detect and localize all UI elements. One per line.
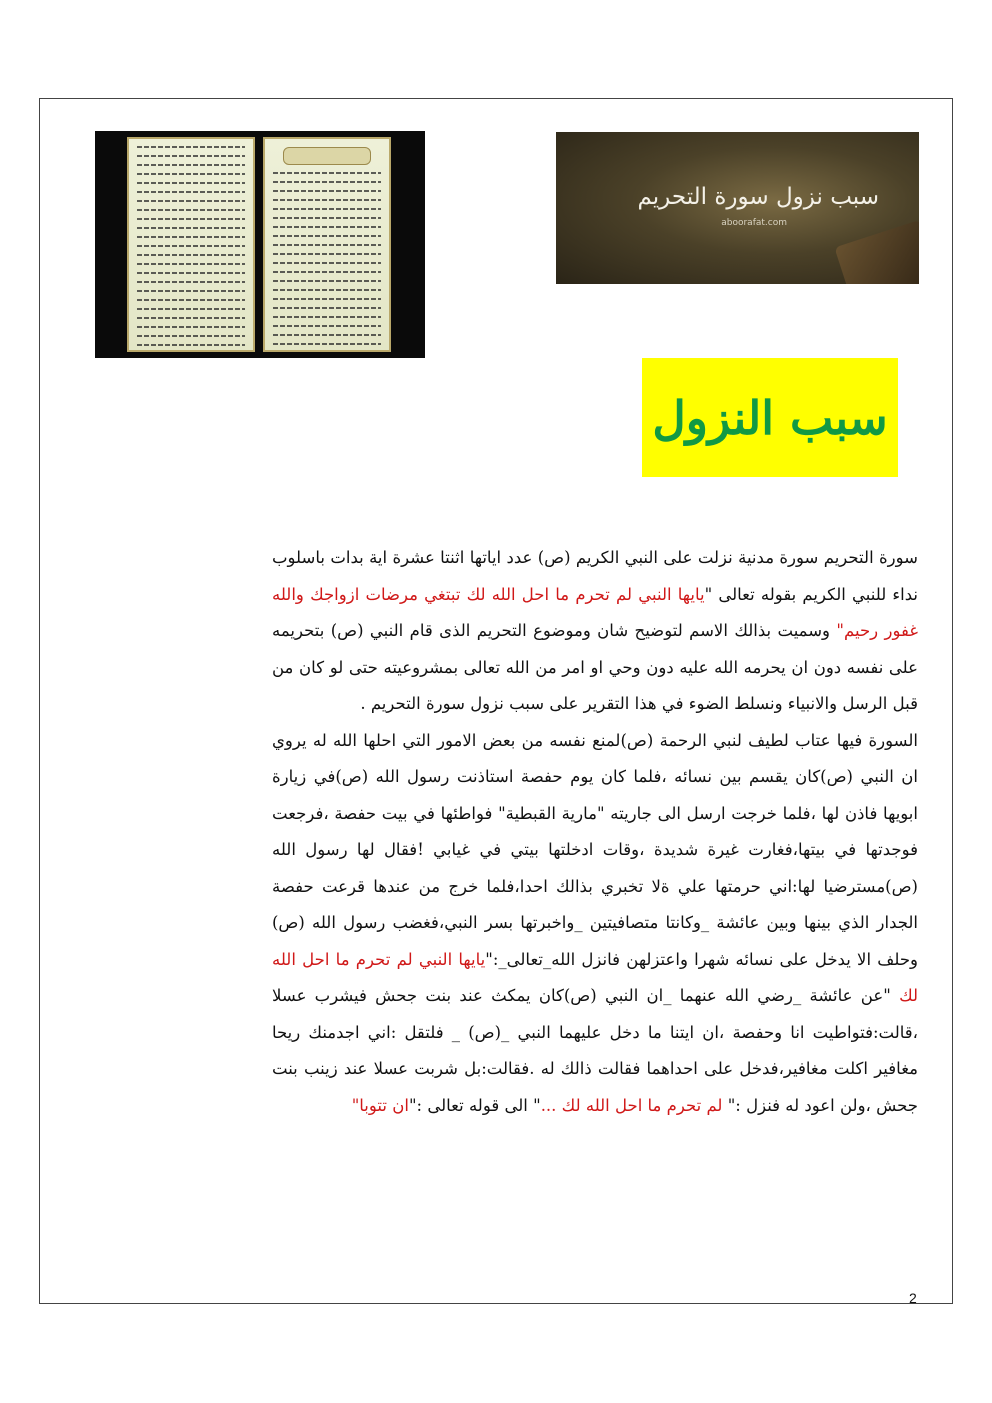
quote-text: يايها النبي لم تحرم ما احل الله لك bbox=[272, 949, 918, 1005]
heading-box bbox=[642, 358, 898, 477]
quote-text: يايها النبي لم تحرم ما احل الله لك تبتغي مرضات ازواجك والله غفور رحيم" bbox=[272, 584, 918, 640]
banner-site: aboorafat.com bbox=[721, 218, 787, 228]
banner-title: سبب نزول سورة التحريم bbox=[637, 184, 879, 210]
quote-text: لم تحرم ما احل الله لك ... bbox=[540, 1095, 723, 1115]
paragraph-1: سورة التحريم سورة مدنية نزلت على النبي الكريم (ص) عدد اياتها اثنتا عشرة اية بدات باسلوب نداء للنبي الكريم بقوله تعالى "يايها النبي لم تحرم ما احل الله لك تبتغي مرضات ازواجك والله غفور رحيم" وسميت بذالك الاسم لتوضيح شان وموضوع التحريم الذى قام النبي (ص) بتحريمه على نفسه دون ان يحرمه الله عليه دون وحي او امر من الله تعالى بمشروعيته حتى لو كان من قبل الرسل والانبياء ونسلط الضوء في هذا التقرير على سبب نزول سورة التحريم . bbox=[272, 548, 918, 713]
quran-page-right bbox=[263, 137, 391, 352]
surah-banner-image bbox=[556, 132, 919, 284]
book-icon bbox=[834, 220, 919, 284]
page-number: 2 bbox=[909, 1290, 917, 1306]
article-body bbox=[272, 540, 918, 1124]
quran-pages-image bbox=[95, 131, 425, 358]
quote-text: ان تتوبا" bbox=[351, 1095, 409, 1115]
page-title: سبب النزول bbox=[652, 390, 888, 445]
paragraph-2: السورة فيها عتاب لطيف لنبي الرحمة (ص)لمنع نفسه من بعض الامور التي احلها الله له يروي ان النبي (ص)كان يقسم بين نسائه ،فلما كان يوم حفصة استاذنت رسول الله (ص)في زيارة ابويها فاذن لها ،فلما خرجت ارسل الى جاريته "مارية القبطية" فواطئها في بيت حفصة ،فرجعت فوجدتها في بيتها،فغارت غيرة شديدة ،وقات ادخلتها بيتي في غيابي !فقال لها رسول الله (ص)مسترضيا لها:اني حرمتها علي ةلا تخبري بذالك احدا،فلما خرج من عندها قرعت حفصة الجدار الذي بينها وبين عائشة _وكانتا متصافيتين _واخبرتها بسر النبي،فغضب رسول الله (ص) وحلف الا يدخل على نسائه شهرا واعتزلهن فانزل الله_تعالى_:"يايها النبي لم تحرم ما احل الله لك "عن عائشة _رضي الله عنهما _ان النبي (ص)كان يمكث عند بنت جحش فيشرب عسلا ،قالت:فتواطيت انا وحفصة ،ان ايتنا ما دخل عليهما النبي _(ص) _ فلتقل :اني اجدمنك ريحا مغافير اكلت مغافير،فدخل على احداهما فقالت ذالك له .فقالت:بل شربت عسلا عند زينب بنت جحش ،ولن اعود له فنزل :" لم تحرم ما احل الله لك ..." الى قوله تعالى :"ان تتوبا" bbox=[272, 730, 918, 1115]
quran-page-left bbox=[127, 137, 255, 352]
